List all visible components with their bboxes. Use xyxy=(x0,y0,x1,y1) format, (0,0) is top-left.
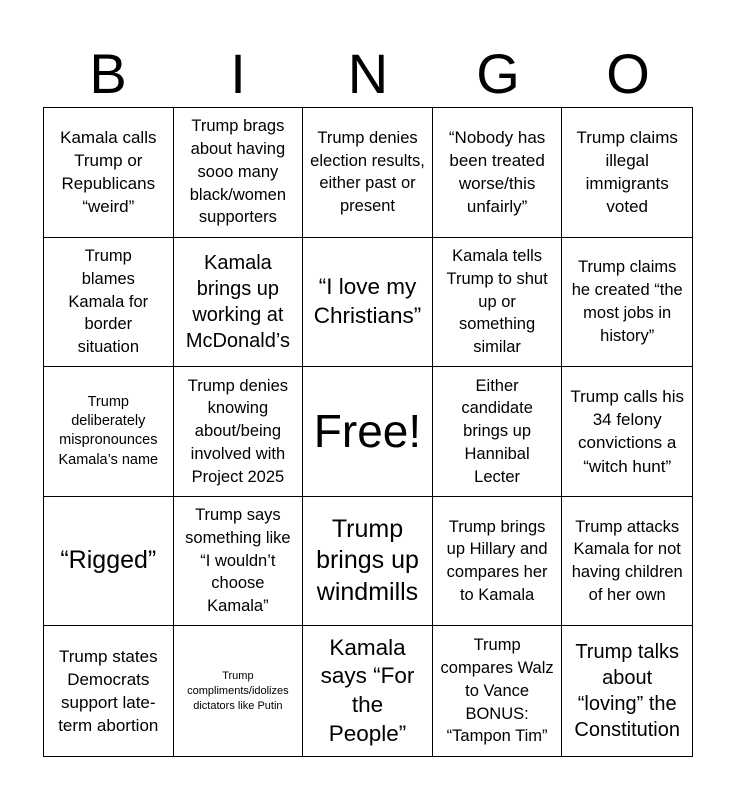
cell-text: Either candidate brings up Hannibal Lecter xyxy=(461,376,533,486)
cell-text: Kamala brings up working at McDonald’s xyxy=(185,251,290,352)
cell-text: Kamala tells Trump to shut up or something similar xyxy=(446,246,548,357)
bingo-cell-r3c5[interactable] xyxy=(562,367,692,497)
bingo-cell-r3c4[interactable] xyxy=(433,367,563,497)
cell-text: Trump brings up windmills xyxy=(316,515,419,606)
cell-text: Trump talks about “loving” the Constitution xyxy=(574,641,680,742)
cell-text: Trump brings up Hillary and compares her to Kamala xyxy=(446,517,548,604)
bingo-card-grid xyxy=(43,107,693,757)
cell-text: “I love my Christians” xyxy=(313,274,422,328)
bingo-cell-r2c3[interactable] xyxy=(303,238,433,368)
free-space-text: Free! xyxy=(313,405,422,458)
cell-text: Trump brags about having sooo many black/women supporters xyxy=(189,117,287,227)
cell-text: Trump blames Kamala for border situation xyxy=(68,246,149,357)
bingo-cell-r1c5[interactable] xyxy=(562,108,692,238)
cell-text: Trump denies election results, either past or present xyxy=(310,128,425,216)
cell-text: Trump attacks Kamala for not having children of her own xyxy=(571,517,683,604)
bingo-cell-r1c4[interactable] xyxy=(433,108,563,238)
cell-text: “Nobody has been treated worse/this unfairly” xyxy=(448,128,546,217)
bingo-cell-r4c1[interactable] xyxy=(44,497,174,627)
header-letter-g: G xyxy=(476,42,520,105)
cell-text: Trump says something like “I wouldn’t choose Kamala” xyxy=(185,506,291,616)
bingo-cell-r5c4[interactable] xyxy=(433,626,563,756)
bingo-cell-r2c1[interactable] xyxy=(44,238,174,368)
bingo-cell-r1c3[interactable] xyxy=(303,108,433,238)
header-letter-n: N xyxy=(347,42,389,105)
bingo-cell-r4c4[interactable] xyxy=(433,497,563,627)
bingo-cell-r2c4[interactable] xyxy=(433,238,563,368)
cell-text: Trump compliments/idolizes dictators like Putin xyxy=(187,669,289,712)
cell-text: Kamala calls Trump or Republicans “weird” xyxy=(60,128,157,217)
bingo-cell-r5c5[interactable] xyxy=(562,626,692,756)
bingo-cell-r5c3[interactable] xyxy=(303,626,433,756)
bingo-cell-r2c2[interactable] xyxy=(174,238,304,368)
bingo-cell-r4c2[interactable] xyxy=(174,497,304,627)
bingo-cell-r3c3-free-space[interactable] xyxy=(303,367,433,497)
bingo-cell-r3c1[interactable] xyxy=(44,367,174,497)
header-letter-o: O xyxy=(606,42,650,105)
cell-text: Trump states Democrats support late-term abortion xyxy=(58,646,159,736)
cell-text: Trump compares Walz to Vance BONUS: “Tampon Tim” xyxy=(440,636,554,746)
bingo-cell-r1c1[interactable] xyxy=(44,108,174,238)
cell-text: Trump deliberately mispronounces Kamala’s name xyxy=(58,393,159,468)
cell-text: “Rigged” xyxy=(60,546,157,575)
bingo-cell-r4c3[interactable] xyxy=(303,497,433,627)
cell-text: Trump denies knowing about/being involved with Project 2025 xyxy=(187,376,289,486)
bingo-cell-r5c2[interactable] xyxy=(174,626,304,756)
bingo-cell-r1c2[interactable] xyxy=(174,108,304,238)
cell-text: Trump calls his 34 felony convictions a “witch hunt” xyxy=(570,387,685,476)
bingo-header xyxy=(43,42,693,106)
header-letter-b: B xyxy=(89,42,127,105)
bingo-cell-r3c2[interactable] xyxy=(174,367,304,497)
bingo-cell-r4c5[interactable] xyxy=(562,497,692,627)
cell-text: Kamala says “For the People” xyxy=(320,634,415,746)
cell-text: Trump claims illegal immigrants voted xyxy=(576,128,678,217)
bingo-cell-r2c5[interactable] xyxy=(562,238,692,368)
header-letter-i: I xyxy=(230,42,246,105)
bingo-cell-r5c1[interactable] xyxy=(44,626,174,756)
cell-text: Trump claims he created “the most jobs in history” xyxy=(571,258,683,345)
